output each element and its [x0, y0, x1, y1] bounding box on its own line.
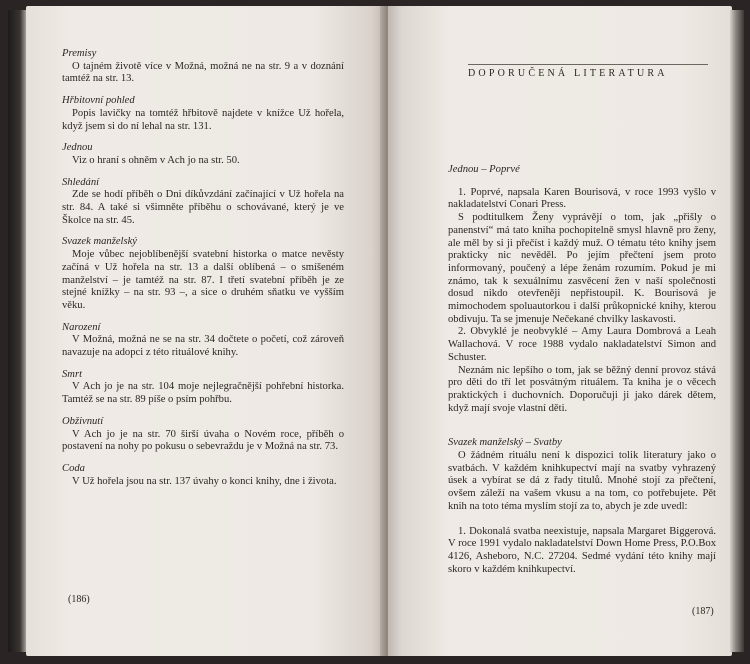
section	[62, 142, 344, 167]
section-body: V Už hořela jsou na str. 137 úvahy o konci knihy, dne i života.	[72, 475, 337, 487]
open-book	[8, 6, 744, 656]
section-heading: Smrt	[62, 368, 83, 380]
section-body: Popis lavičky na tomtéž hřbitově najdete v knížce Už hořela, když jsem si do ní lehal na str. 131.	[62, 107, 344, 132]
section	[62, 416, 344, 454]
section-body: Moje vůbec nejoblíbenější svatební historka o matce nevěsty začíná v Už hořela na str. 13 a další oblíbená – o smíšeném manželství – je tamtéž na str. 87. I třetí svatební příběh je ze stejné knížky – na str. 93 –, a sice o druhém sňatku ve vyšším věku.	[62, 249, 344, 311]
section-heading: Shledání	[62, 176, 100, 188]
right-page-text	[448, 164, 716, 585]
paragraph: S podtitulkem Ženy vyprávějí o tom, jak „přišly o panenství“ má tato kniha pochopitelně smysl hlavně pro ženy, ale měl by si ji přečíst i každý muž. O tématu této knihy jsem prakticky nic nevěděl. Po jejím přečtení jsem proto informovaný, poučený a lépe ženám rozumím. Pokud je mi známo, tak k sexuálnímu zasvěcení žen v naší společnosti dosud nikdo otevřeněji nepřistoupil. K. Bourisová je mimochodem spoluautorkou i další průkopnické knihy, kterou obdivuju. Ta se jmenuje Nečekané chvilky laskavosti.	[448, 212, 716, 325]
section	[448, 437, 716, 576]
section-body: V Ach jo je na str. 104 moje nejlegračnější pohřební historka. Tamtéž se na str. 89 píše o psím pohřbu.	[62, 381, 344, 406]
paragraph: 1. Poprvé, napsala Karen Bourisová, v roce 1993 vyšlo v nakladatelství Conari Press.	[448, 186, 716, 211]
section	[62, 322, 344, 360]
left-page	[26, 6, 386, 656]
section-body: Viz o hraní s ohněm v Ach jo na str. 50.	[72, 154, 240, 166]
section-body: O tajném životě více v Možná, možná ne na str. 9 a v doznání tamtéž na str. 13.	[62, 60, 344, 85]
section-body: V Ach jo je na str. 70 širší úvaha o Novém roce, příběh o postavení na nohy po pokusu o sebevraždu je v Možná na str. 73.	[62, 428, 344, 453]
section-heading: Premisy	[62, 48, 97, 59]
paragraph: O žádném rituálu není k dispozici tolik literatury jako o svatbách. V každém knihkupectví mají na svatby vyhrazený úsek a vybírat se dá z řady titulů. Mnohé stojí za přečtení, ovšem záleží na vašem vkusu a na tom, co potřebujete. Pět knih na toto téma myslím stojí za to, abych je zde uvedl:	[448, 450, 716, 512]
section	[448, 164, 716, 415]
right-page	[388, 6, 732, 656]
section	[62, 177, 344, 228]
page-number-left: (186)	[68, 594, 90, 605]
paragraph: 1. Dokonalá svatba neexistuje, napsala Margaret Biggerová. V roce 1991 vydalo nakladatelství Down Home Press, P.O.Box 4126, Asheboro, N.C. 27204. Sedmé vydání této knihy mají skoro v každém knihkupectví.	[448, 525, 716, 575]
section-heading: Jednou	[62, 142, 93, 154]
book-edge-right	[730, 10, 744, 652]
section	[62, 463, 344, 488]
running-head: DOPORUČENÁ LITERATURA	[468, 64, 708, 81]
book-edge-left	[8, 10, 28, 652]
section-body: Zde se hodí příběh o Dni díkůvzdání začínající v Už hořela na str. 84. A také si všimněte příběhu o schovávané, který je ve Školce na str. 45.	[62, 189, 344, 226]
section-body: V Možná, možná ne se na str. 34 dočtete o početí, což zároveň navazuje na adopci z této rituálové knihy.	[62, 334, 344, 359]
section-heading: Narození	[62, 321, 101, 333]
section-heading: Svazek manželský – Svatby	[448, 437, 562, 449]
section-heading: Coda	[62, 462, 85, 474]
section	[62, 236, 344, 312]
section-heading: Hřbitovní pohled	[62, 95, 135, 107]
section-heading: Obživnutí	[62, 415, 104, 427]
section	[62, 369, 344, 407]
paragraph: Neznám nic lepšího o tom, jak se běžný denní provoz stává pro děti do tří let posvátným rituálem. Ta kniha je o věcech praktických i duchovních. Doporučuji ji jako dárek dětem, když mají svoje vlastní děti.	[448, 364, 716, 414]
paragraph: 2. Obvyklé je neobvyklé – Amy Laura Dombrová a Leah Wallachová. V roce 1988 vydalo nakladatelství Simon and Schuster.	[448, 326, 716, 363]
section-heading: Svazek manželský	[62, 236, 138, 248]
left-page-text	[62, 48, 344, 497]
section	[62, 95, 344, 133]
section	[62, 48, 344, 86]
section-heading: Jednou – Poprvé	[448, 164, 520, 175]
page-number-right: (187)	[692, 606, 714, 617]
